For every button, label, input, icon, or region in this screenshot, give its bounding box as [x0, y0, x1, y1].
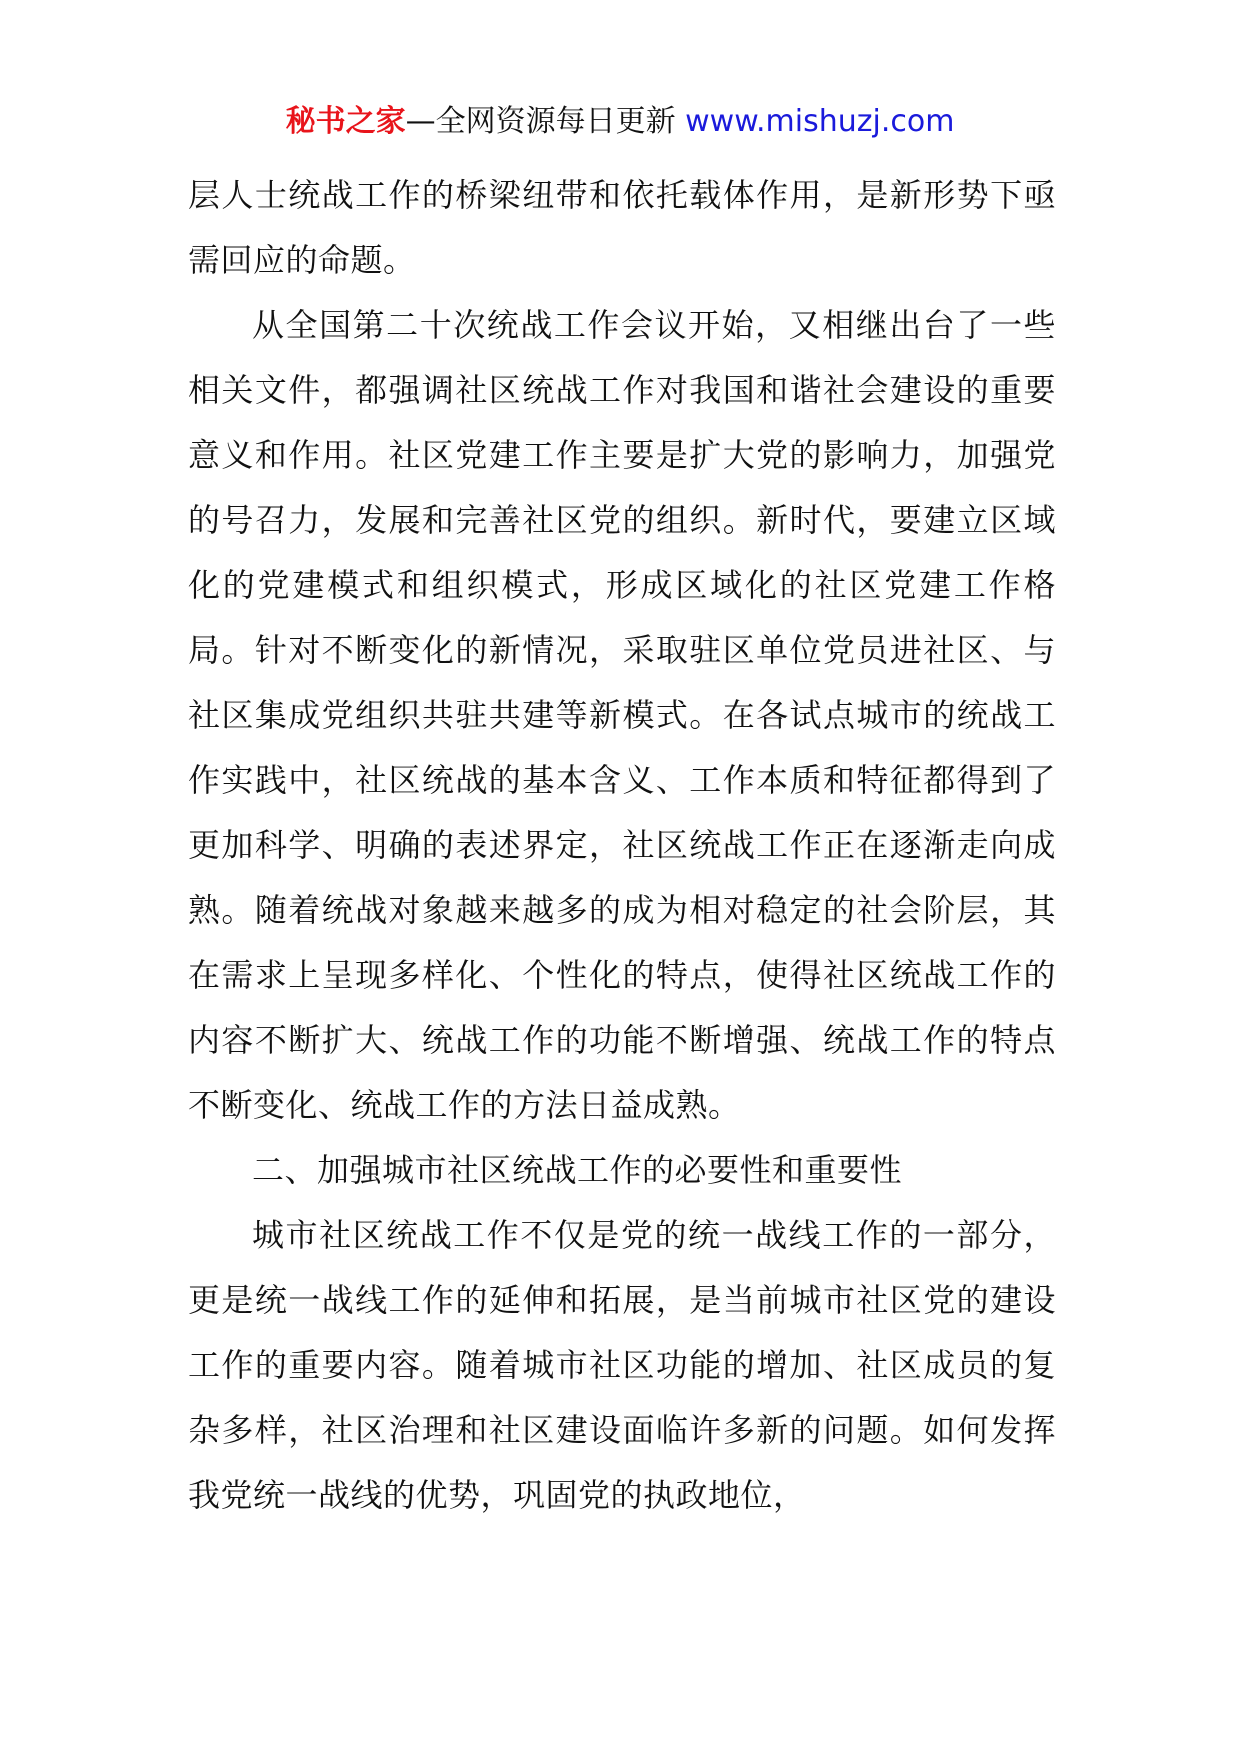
site-url-link[interactable]: www.mishuzj.com	[685, 104, 955, 139]
header-tagline: —全网资源每日更新	[405, 104, 676, 139]
paragraph-urban-community: 城市社区统战工作不仅是党的统一战线工作的一部分，更是统一战线工作的延伸和拓展，是当前城市社区党的建设工作的重要内容。随着城市社区功能的增加、社区成员的复杂多样，社区治理和社区建设面临许多新的问题。如何发挥我党统一战线的优势，巩固党的执政地位，	[188, 1216, 1056, 1514]
brand-name: 秘书之家	[285, 104, 406, 139]
site-header	[0, 102, 1240, 142]
paragraph-unified-front-development: 从全国第二十次统战工作会议开始，又相继出台了一些相关文件，都强调社区统战工作对我国和谐社会建设的重要意义和作用。社区党建工作主要是扩大党的影响力，加强党的号召力，发展和完善社区党的组织。新时代，要建立区域化的党建模式和组织模式，形成区域化的社区党建工作格局。针对不断变化的新情况，采取驻区单位党员进社区、与社区集成党组织共驻共建等新模式。在各试点城市的统战工作实践中，社区统战的基本含义、工作本质和特征都得到了更加科学、明确的表述界定，社区统战工作正在逐渐走向成熟。随着统战对象越来越多的成为相对稳定的社会阶层，其在需求上呈现多样化、个性化的特点，使得社区统战工作的内容不断扩大、统战工作的功能不断增强、统战工作的特点不断变化、统战工作的方法日益成熟。	[188, 306, 1056, 1124]
document-body	[188, 163, 1056, 1528]
section-heading: 二、加强城市社区统战工作的必要性和重要性	[252, 1151, 903, 1189]
paragraph-continued: 层人士统战工作的桥梁纽带和依托载体作用，是新形势下亟需回应的命题。	[188, 176, 1056, 279]
